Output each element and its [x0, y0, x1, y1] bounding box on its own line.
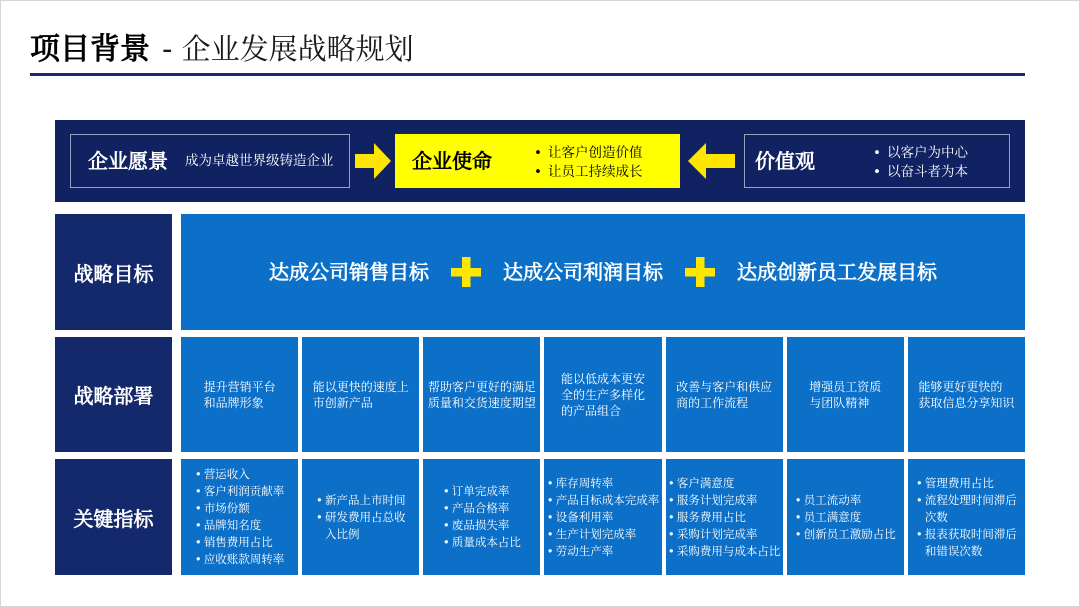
deployment-text: 提升营销平台 和品牌形象 [203, 379, 276, 410]
deployment-cell [787, 337, 904, 452]
strategic-deployment-row [181, 337, 1025, 452]
kpi-item: • 采购计划完成率 [668, 526, 781, 543]
deployment-cell [544, 337, 661, 452]
page-title [30, 29, 414, 69]
deployment-text: 帮助客户更好的满足 质量和交货速度期望 [427, 379, 536, 410]
kpi-item: • 员工流动率 [795, 492, 896, 509]
kpi-item: • 市场份额 [195, 500, 285, 517]
key-indicators-row [181, 459, 1025, 575]
kpi-item: • 流程处理时间滞后 次数 [916, 492, 1017, 526]
kpi-cell [908, 459, 1025, 575]
row-label-strategic-goals: 战略目标 [55, 214, 172, 330]
deployment-cell [908, 337, 1025, 452]
goal-item: 达成公司销售目标 [269, 260, 429, 284]
mission-bullet: • 让客户创造价值 [534, 144, 643, 163]
kpi-item: • 应收账款周转率 [195, 551, 285, 568]
values-label: 价值观 [755, 149, 815, 173]
values-bullets [873, 144, 968, 182]
mission-box [395, 134, 680, 188]
plus-icon [451, 257, 481, 287]
kpi-item: • 生产计划完成率 [547, 526, 660, 543]
kpi-item: • 研发费用占总收 入比例 [316, 509, 406, 543]
kpi-cell [181, 459, 298, 575]
kpi-list [195, 466, 285, 568]
values-bullet: • 以奋斗者为本 [873, 163, 968, 182]
mission-label: 企业使命 [412, 149, 492, 173]
kpi-item: • 销售费用占比 [195, 534, 285, 551]
kpi-list [916, 475, 1017, 560]
deployment-cell [181, 337, 298, 452]
kpi-item: • 服务计划完成率 [668, 492, 781, 509]
kpi-item: • 订单完成率 [443, 483, 521, 500]
kpi-item: • 客户利润贡献率 [195, 483, 285, 500]
kpi-item: • 质量成本占比 [443, 534, 521, 551]
kpi-list [668, 475, 781, 560]
vision-label: 企业愿景 [88, 149, 168, 173]
kpi-list [795, 492, 896, 543]
kpi-item: • 创新员工激励占比 [795, 526, 896, 543]
kpi-item: • 劳动生产率 [547, 543, 660, 560]
arrow-right-icon [355, 143, 391, 179]
deployment-text: 改善与客户和供应 商的工作流程 [676, 379, 773, 410]
kpi-item: • 报表获取时间滞后 和错误次数 [916, 526, 1017, 560]
kpi-cell [544, 459, 661, 575]
row-label-key-indicators: 关键指标 [55, 459, 172, 575]
kpi-list [443, 483, 521, 551]
values-bullet: • 以客户为中心 [873, 144, 968, 163]
deployment-text: 能以低成本更安 全的生产多样化 的产品组合 [560, 371, 645, 418]
kpi-cell [302, 459, 419, 575]
goal-item: 达成创新员工发展目标 [737, 260, 937, 284]
kpi-item: • 采购费用与成本占比 [668, 543, 781, 560]
kpi-item: • 营运收入 [195, 466, 285, 483]
kpi-cell [787, 459, 904, 575]
kpi-item: • 客户满意度 [668, 475, 781, 492]
deployment-cell [666, 337, 783, 452]
kpi-item: • 新产品上市时间 [316, 492, 406, 509]
arrow-left-icon [688, 143, 735, 179]
deployment-cell [302, 337, 419, 452]
deployment-text: 能以更快的速度上 市创新产品 [312, 379, 409, 410]
deployment-text: 增强员工资质 与团队精神 [809, 379, 882, 410]
mission-bullets [534, 144, 643, 182]
mission-bullet: • 让员工持续成长 [534, 163, 643, 182]
kpi-item: • 员工满意度 [795, 509, 896, 526]
title-main: 项目背景 [30, 32, 150, 67]
values-box [744, 134, 1010, 188]
kpi-list [547, 475, 660, 560]
kpi-item: • 管理费用占比 [916, 475, 1017, 492]
kpi-item: • 库存周转率 [547, 475, 660, 492]
kpi-item: • 废品损失率 [443, 517, 521, 534]
kpi-cell [666, 459, 783, 575]
goal-item: 达成公司利润目标 [503, 260, 663, 284]
kpi-item: • 服务费用占比 [668, 509, 781, 526]
vision-mission-values-band [55, 120, 1025, 202]
kpi-item: • 设备利用率 [547, 509, 660, 526]
kpi-item: • 品牌知名度 [195, 517, 285, 534]
deployment-cell [423, 337, 540, 452]
kpi-item: • 产品目标成本完成率 [547, 492, 660, 509]
title-sub: - 企业发展战略规划 [162, 32, 414, 66]
row-label-strategic-deployment: 战略部署 [55, 337, 172, 452]
vision-text: 成为卓越世界级铸造企业 [185, 153, 334, 169]
strategic-goals-box [181, 214, 1025, 330]
vision-box [70, 134, 350, 188]
deployment-text: 能够更好更快的 获取信息分享知识 [918, 379, 1015, 410]
kpi-list [316, 492, 406, 543]
title-underline [30, 73, 1025, 76]
plus-icon [685, 257, 715, 287]
kpi-item: • 产品合格率 [443, 500, 521, 517]
kpi-cell [423, 459, 540, 575]
